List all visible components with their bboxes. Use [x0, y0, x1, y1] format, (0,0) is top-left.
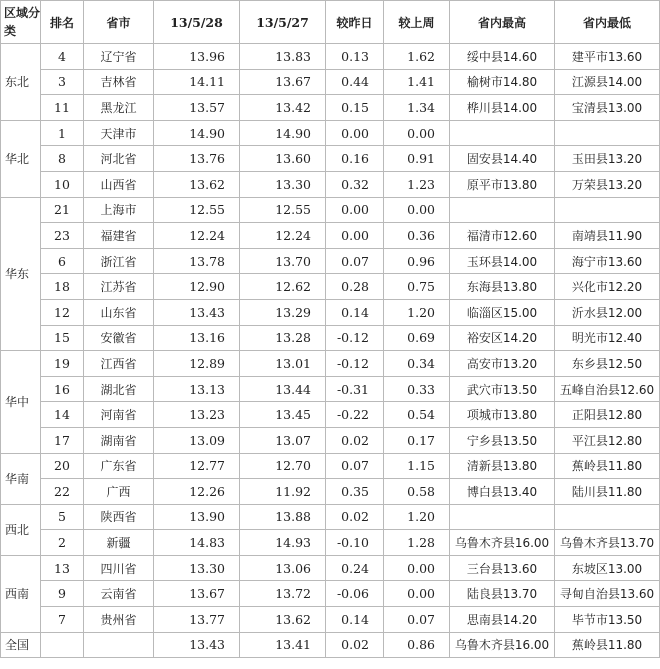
province-high-cell: 乌鲁木齐县16.00: [450, 632, 555, 658]
change-week-cell: 1.15: [384, 453, 450, 479]
price-date-2-cell: 14.90: [240, 120, 326, 146]
change-week-cell: 0.00: [384, 581, 450, 607]
province-high-cell: 博白县13.40: [450, 479, 555, 505]
header-province-high: 省内最高: [450, 1, 555, 44]
province-cell: 黑龙江: [84, 95, 154, 121]
price-date-1-cell: 13.23: [154, 402, 240, 428]
province-high-cell: 绥中县14.60: [450, 44, 555, 70]
rank-cell: 9: [41, 581, 84, 607]
change-week-cell: 1.23: [384, 171, 450, 197]
province-low-cell: 建平市13.60: [555, 44, 660, 70]
province-cell: 安徽省: [84, 325, 154, 351]
price-date-2-cell: 13.45: [240, 402, 326, 428]
price-date-1-cell: 14.90: [154, 120, 240, 146]
province-cell: 湖北省: [84, 376, 154, 402]
price-date-2-cell: 12.62: [240, 274, 326, 300]
table-body: [1, 44, 660, 658]
change-week-cell: 1.20: [384, 504, 450, 530]
price-date-1-cell: 14.83: [154, 530, 240, 556]
province-high-cell: 思南县14.20: [450, 607, 555, 633]
province-low-cell: 正阳县12.80: [555, 402, 660, 428]
province-low-cell: 寻甸自治县13.60: [555, 581, 660, 607]
province-cell: 河南省: [84, 402, 154, 428]
province-cell: 山西省: [84, 171, 154, 197]
change-yesterday-cell: 0.32: [326, 171, 384, 197]
price-date-2-cell: 12.70: [240, 453, 326, 479]
rank-cell: 1: [41, 120, 84, 146]
price-date-2-cell: 12.55: [240, 197, 326, 223]
header-row: [1, 1, 660, 44]
province-cell: 广东省: [84, 453, 154, 479]
price-date-2-cell: 13.67: [240, 69, 326, 95]
table-row: [1, 427, 660, 453]
price-date-1-cell: 13.30: [154, 555, 240, 581]
change-week-cell: 0.96: [384, 248, 450, 274]
change-yesterday-cell: 0.28: [326, 274, 384, 300]
province-high-cell: 固安县14.40: [450, 146, 555, 172]
change-week-cell: 0.34: [384, 351, 450, 377]
province-cell: 天津市: [84, 120, 154, 146]
price-date-1-cell: 12.24: [154, 223, 240, 249]
change-week-cell: 1.28: [384, 530, 450, 556]
table-row: [1, 530, 660, 556]
change-yesterday-cell: 0.00: [326, 223, 384, 249]
change-yesterday-cell: 0.02: [326, 632, 384, 658]
price-date-2-cell: 13.60: [240, 146, 326, 172]
province-high-cell: 武穴市13.50: [450, 376, 555, 402]
price-date-2-cell: 13.88: [240, 504, 326, 530]
change-week-cell: 0.00: [384, 120, 450, 146]
change-week-cell: 0.91: [384, 146, 450, 172]
change-yesterday-cell: 0.13: [326, 44, 384, 70]
province-low-cell: [555, 197, 660, 223]
province-high-cell: 三台县13.60: [450, 555, 555, 581]
province-cell: 贵州省: [84, 607, 154, 633]
region-cell: 东北: [1, 44, 41, 121]
price-date-2-cell: 13.44: [240, 376, 326, 402]
province-high-cell: 桦川县14.00: [450, 95, 555, 121]
change-yesterday-cell: 0.14: [326, 607, 384, 633]
price-date-2-cell: 13.30: [240, 171, 326, 197]
change-yesterday-cell: 0.07: [326, 453, 384, 479]
price-date-1-cell: 13.90: [154, 504, 240, 530]
change-week-cell: 0.86: [384, 632, 450, 658]
table-row: [1, 95, 660, 121]
region-cell: 华北: [1, 120, 41, 197]
province-cell: 湖南省: [84, 427, 154, 453]
rank-cell: 14: [41, 402, 84, 428]
price-date-1-cell: 12.55: [154, 197, 240, 223]
province-cell: 新疆: [84, 530, 154, 556]
rank-cell: 19: [41, 351, 84, 377]
table-row: [1, 69, 660, 95]
change-week-cell: 0.33: [384, 376, 450, 402]
change-week-cell: 1.20: [384, 299, 450, 325]
rank-cell: 11: [41, 95, 84, 121]
table-row: [1, 581, 660, 607]
table-row: [1, 248, 660, 274]
change-week-cell: 1.62: [384, 44, 450, 70]
price-date-2-cell: 13.72: [240, 581, 326, 607]
header-region: 区域分类: [1, 1, 41, 44]
change-yesterday-cell: -0.12: [326, 325, 384, 351]
change-yesterday-cell: -0.10: [326, 530, 384, 556]
province-low-cell: 五峰自治县12.60: [555, 376, 660, 402]
change-yesterday-cell: 0.00: [326, 120, 384, 146]
price-date-1-cell: 14.11: [154, 69, 240, 95]
header-rank: 排名: [41, 1, 84, 44]
price-date-2-cell: 13.62: [240, 607, 326, 633]
region-cell: 华中: [1, 351, 41, 453]
province-cell: 广西: [84, 479, 154, 505]
table-row: [1, 376, 660, 402]
table-row: [1, 351, 660, 377]
province-low-cell: [555, 504, 660, 530]
table-row: [1, 632, 660, 658]
rank-cell: 6: [41, 248, 84, 274]
rank-cell: 21: [41, 197, 84, 223]
province-high-cell: 东海县13.80: [450, 274, 555, 300]
province-high-cell: 陆良县13.70: [450, 581, 555, 607]
province-low-cell: 兴化市12.20: [555, 274, 660, 300]
price-date-1-cell: 13.16: [154, 325, 240, 351]
change-week-cell: 0.36: [384, 223, 450, 249]
price-date-2-cell: 13.41: [240, 632, 326, 658]
change-week-cell: 1.41: [384, 69, 450, 95]
province-low-cell: 东坡区13.00: [555, 555, 660, 581]
province-low-cell: 毕节市13.50: [555, 607, 660, 633]
rank-cell: 7: [41, 607, 84, 633]
rank-cell: 13: [41, 555, 84, 581]
header-vs-yesterday: 较昨日: [326, 1, 384, 44]
province-high-cell: [450, 197, 555, 223]
province-low-cell: 万荣县13.20: [555, 171, 660, 197]
price-date-2-cell: 13.83: [240, 44, 326, 70]
price-date-1-cell: 12.77: [154, 453, 240, 479]
change-week-cell: 0.69: [384, 325, 450, 351]
province-low-cell: 蕉岭县11.80: [555, 632, 660, 658]
change-yesterday-cell: 0.24: [326, 555, 384, 581]
table-row: [1, 555, 660, 581]
province-low-cell: 明光市12.40: [555, 325, 660, 351]
province-high-cell: 高安市13.20: [450, 351, 555, 377]
table-row: [1, 453, 660, 479]
change-week-cell: 0.07: [384, 607, 450, 633]
table-row: [1, 402, 660, 428]
price-date-2-cell: 13.42: [240, 95, 326, 121]
rank-cell: 2: [41, 530, 84, 556]
change-week-cell: 0.00: [384, 555, 450, 581]
province-cell: 福建省: [84, 223, 154, 249]
price-date-1-cell: 12.90: [154, 274, 240, 300]
rank-cell: 5: [41, 504, 84, 530]
price-date-2-cell: 11.92: [240, 479, 326, 505]
price-date-1-cell: 13.77: [154, 607, 240, 633]
rank-cell: 4: [41, 44, 84, 70]
province-cell: 云南省: [84, 581, 154, 607]
table-row: [1, 197, 660, 223]
change-yesterday-cell: 0.02: [326, 427, 384, 453]
rank-cell: 12: [41, 299, 84, 325]
province-high-cell: 福清市12.60: [450, 223, 555, 249]
province-cell: [84, 632, 154, 658]
province-low-cell: 沂水县12.00: [555, 299, 660, 325]
region-cell: 西南: [1, 555, 41, 632]
price-date-2-cell: 13.07: [240, 427, 326, 453]
province-cell: 江苏省: [84, 274, 154, 300]
price-date-1-cell: 13.43: [154, 632, 240, 658]
province-high-cell: 乌鲁木齐县16.00: [450, 530, 555, 556]
table-row: [1, 223, 660, 249]
table-row: [1, 607, 660, 633]
rank-cell: 3: [41, 69, 84, 95]
price-date-2-cell: 12.24: [240, 223, 326, 249]
header-province: 省市: [84, 1, 154, 44]
province-low-cell: 蕉岭县11.80: [555, 453, 660, 479]
price-date-2-cell: 13.29: [240, 299, 326, 325]
province-cell: 江西省: [84, 351, 154, 377]
rank-cell: 22: [41, 479, 84, 505]
province-high-cell: 临淄区15.00: [450, 299, 555, 325]
price-date-1-cell: 13.09: [154, 427, 240, 453]
province-low-cell: 宝清县13.00: [555, 95, 660, 121]
header-date-2: 13/5/27: [240, 1, 326, 44]
price-date-1-cell: 13.13: [154, 376, 240, 402]
province-high-cell: 项城市13.80: [450, 402, 555, 428]
change-week-cell: 1.34: [384, 95, 450, 121]
province-high-cell: 裕安区14.20: [450, 325, 555, 351]
change-week-cell: 0.75: [384, 274, 450, 300]
province-high-cell: [450, 504, 555, 530]
rank-cell: 20: [41, 453, 84, 479]
change-yesterday-cell: -0.06: [326, 581, 384, 607]
province-cell: 河北省: [84, 146, 154, 172]
change-week-cell: 0.00: [384, 197, 450, 223]
table-row: [1, 44, 660, 70]
rank-cell: [41, 632, 84, 658]
rank-cell: 23: [41, 223, 84, 249]
province-low-cell: 东乡县12.50: [555, 351, 660, 377]
province-high-cell: 原平市13.80: [450, 171, 555, 197]
price-date-2-cell: 13.06: [240, 555, 326, 581]
province-cell: 陕西省: [84, 504, 154, 530]
rank-cell: 17: [41, 427, 84, 453]
province-low-cell: [555, 120, 660, 146]
price-date-2-cell: 13.70: [240, 248, 326, 274]
province-cell: 辽宁省: [84, 44, 154, 70]
price-date-1-cell: 13.76: [154, 146, 240, 172]
change-yesterday-cell: 0.35: [326, 479, 384, 505]
change-yesterday-cell: 0.44: [326, 69, 384, 95]
price-date-1-cell: 13.67: [154, 581, 240, 607]
province-high-cell: 清新县13.80: [450, 453, 555, 479]
change-yesterday-cell: -0.22: [326, 402, 384, 428]
table-row: [1, 325, 660, 351]
table-row: [1, 171, 660, 197]
province-low-cell: 江源县14.00: [555, 69, 660, 95]
province-low-cell: 乌鲁木齐县13.70: [555, 530, 660, 556]
province-low-cell: 海宁市13.60: [555, 248, 660, 274]
change-yesterday-cell: 0.00: [326, 197, 384, 223]
change-yesterday-cell: 0.14: [326, 299, 384, 325]
change-week-cell: 0.17: [384, 427, 450, 453]
table-row: [1, 274, 660, 300]
header-province-low: 省内最低: [555, 1, 660, 44]
change-week-cell: 0.54: [384, 402, 450, 428]
price-date-1-cell: 13.96: [154, 44, 240, 70]
change-yesterday-cell: -0.12: [326, 351, 384, 377]
province-low-cell: 南靖县11.90: [555, 223, 660, 249]
price-date-2-cell: 13.28: [240, 325, 326, 351]
header-date-1: 13/5/28: [154, 1, 240, 44]
province-high-cell: [450, 120, 555, 146]
rank-cell: 16: [41, 376, 84, 402]
region-cell: 全国: [1, 632, 41, 658]
rank-cell: 8: [41, 146, 84, 172]
rank-cell: 10: [41, 171, 84, 197]
table-row: [1, 504, 660, 530]
change-yesterday-cell: 0.15: [326, 95, 384, 121]
table-row: [1, 120, 660, 146]
price-date-1-cell: 13.57: [154, 95, 240, 121]
table-row: [1, 479, 660, 505]
province-cell: 浙江省: [84, 248, 154, 274]
province-high-cell: 宁乡县13.50: [450, 427, 555, 453]
change-week-cell: 0.58: [384, 479, 450, 505]
header-vs-last-week: 较上周: [384, 1, 450, 44]
price-date-1-cell: 13.43: [154, 299, 240, 325]
change-yesterday-cell: 0.07: [326, 248, 384, 274]
price-date-1-cell: 13.62: [154, 171, 240, 197]
table-row: [1, 146, 660, 172]
price-date-1-cell: 12.89: [154, 351, 240, 377]
price-date-2-cell: 14.93: [240, 530, 326, 556]
province-cell: 山东省: [84, 299, 154, 325]
province-cell: 四川省: [84, 555, 154, 581]
region-cell: 华南: [1, 453, 41, 504]
province-cell: 上海市: [84, 197, 154, 223]
province-low-cell: 陆川县11.80: [555, 479, 660, 505]
change-yesterday-cell: 0.02: [326, 504, 384, 530]
rank-cell: 15: [41, 325, 84, 351]
rank-cell: 18: [41, 274, 84, 300]
province-low-cell: 平江县12.80: [555, 427, 660, 453]
change-yesterday-cell: 0.16: [326, 146, 384, 172]
province-low-cell: 玉田县13.20: [555, 146, 660, 172]
change-yesterday-cell: -0.31: [326, 376, 384, 402]
price-date-1-cell: 13.78: [154, 248, 240, 274]
price-date-1-cell: 12.26: [154, 479, 240, 505]
region-cell: 华东: [1, 197, 41, 351]
province-high-cell: 玉环县14.00: [450, 248, 555, 274]
region-cell: 西北: [1, 504, 41, 555]
price-date-2-cell: 13.01: [240, 351, 326, 377]
table-row: [1, 299, 660, 325]
province-high-cell: 榆树市14.80: [450, 69, 555, 95]
province-cell: 吉林省: [84, 69, 154, 95]
